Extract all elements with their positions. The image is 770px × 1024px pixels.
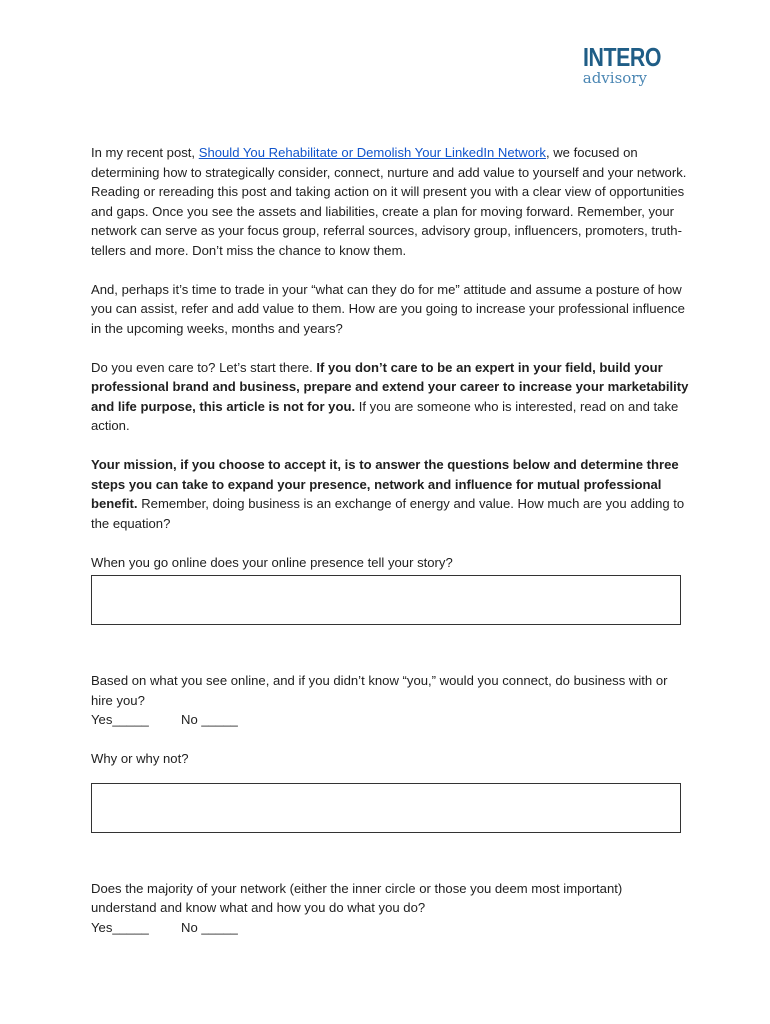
answer-box-online-presence[interactable] — [91, 575, 681, 625]
answer-box-why-not[interactable] — [91, 783, 681, 833]
no-blank[interactable]: No _____ — [181, 712, 238, 727]
logo-sub-text: advisory — [582, 69, 647, 87]
intro-paragraph — [91, 143, 691, 260]
paragraph-mission — [91, 455, 691, 533]
question-why-not: Why or why not? — [91, 751, 189, 766]
yes-no-row-connect — [91, 710, 691, 730]
linkedin-post-link[interactable]: Should You Rehabilitate or Demolish Your LinkedIn Network — [198, 145, 546, 160]
mission-tail: Remember, doing business is an exchange of energy and value. How much are you adding to the equation? — [91, 496, 685, 531]
intero-advisory-logo — [583, 44, 678, 86]
paragraph-attitude: And, perhaps it’s time to trade in your “what can they do for me” attitude and assume a posture of how you can assist, refer and add value to them. How are you going to increase your professional influence in the upcoming weeks, months and years? — [91, 281, 685, 336]
intro-prefix: In my recent post, — [91, 145, 199, 160]
mission-bold: Your mission, if you choose to accept it, is to answer the questions below and determine three steps you can take to expand your presence, network and influence for mutual professional benefit. — [91, 457, 679, 511]
question-online-presence: When you go online does your online presence tell your story? — [91, 554, 453, 570]
care-bold: If you don’t care to be an expert in your field, build your professional brand and business, prepare and extend your career to increase your marketability and life purpose, this article is not for you. — [91, 359, 689, 414]
yes-blank[interactable]: Yes_____ — [91, 919, 149, 935]
logo-main-text: INTERO — [582, 42, 661, 72]
question-network-understand: Does the majority of your network (either the inner circle or those you deem most important) understand and know what and how you do what you do? — [91, 880, 623, 915]
yes-blank[interactable]: Yes_____ — [91, 712, 149, 727]
document-body — [91, 143, 691, 937]
question-connect-hire: Based on what you see online, and if you didn’t know “you,” would you connect, do business with or hire you? — [91, 673, 668, 708]
intro-suffix: , we focused on determining how to strategically consider, connect, nurture and add value to yourself and your network. Reading or rereading this post and taking action on it will present you with a clear view of opportunities and gaps. Once you see the assets and liabilities, create a plan for moving forward. Remember, your network can serve as your focus group, referral sources, advisory group, influencers, promoters, truth-tellers and more. Don’t miss the chance to know them. — [91, 145, 687, 258]
no-blank[interactable]: No _____ — [181, 919, 238, 935]
paragraph-care — [91, 358, 691, 436]
care-lead: Do you even care to? Let’s start there. — [91, 359, 317, 375]
care-tail: If you are someone who is interested, read on and take action. — [91, 398, 679, 433]
yes-no-row-network — [91, 918, 691, 938]
